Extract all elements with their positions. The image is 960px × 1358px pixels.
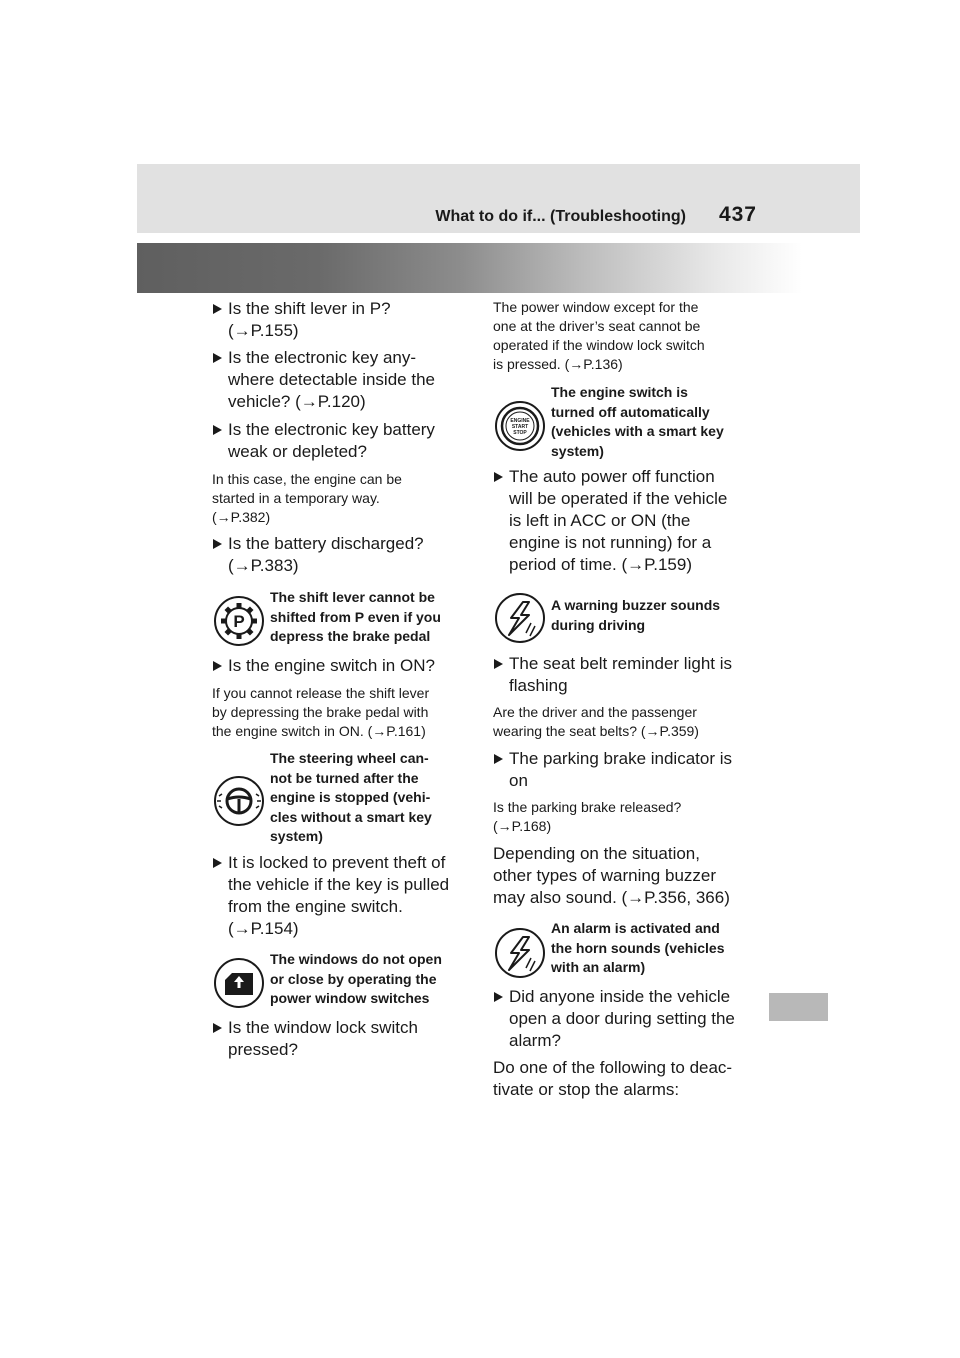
text-line: (→P.383) xyxy=(228,556,299,575)
text-line: cles without a smart key xyxy=(270,808,432,825)
text-line: Is the window lock switch xyxy=(228,1018,418,1037)
shift-letter: P xyxy=(233,612,245,631)
text-line: system) xyxy=(270,828,323,844)
question-shift-lever xyxy=(212,298,490,342)
alarm-icon xyxy=(495,928,545,978)
text-line: by depressing the brake pedal with xyxy=(212,704,429,720)
note-seat-belt xyxy=(493,703,755,741)
text-line: (vehicles with a smart key xyxy=(551,423,724,439)
text-line: Is the electronic key battery xyxy=(228,420,435,439)
text-line: Depending on the situation, xyxy=(493,844,700,863)
steering-lock-icon xyxy=(214,776,264,826)
text-line: with an alarm) xyxy=(551,959,646,975)
symptom-shift-lever xyxy=(270,588,470,647)
text-line: flashing xyxy=(509,676,568,695)
symptom-alarm xyxy=(551,919,756,978)
text-line: on xyxy=(509,771,528,790)
text-line: alarm? xyxy=(509,1031,561,1050)
text-line: depress the brake pedal xyxy=(270,628,431,644)
answer-auto-power-off xyxy=(493,466,771,576)
start-label: START xyxy=(511,424,529,430)
question-key-battery xyxy=(212,419,490,463)
symptom-windows xyxy=(270,950,470,1009)
shift-lock-gear-icon xyxy=(214,596,264,646)
text-line: The shift lever cannot be xyxy=(270,589,435,605)
text-line: may also sound. (→P.356, 366) xyxy=(493,888,730,907)
text-line: (→P.382) xyxy=(212,509,271,525)
text-line: is pressed. (→P.136) xyxy=(493,356,623,372)
note-parking-brake xyxy=(493,798,755,836)
text-line: The windows do not open xyxy=(270,951,442,967)
answer-theft-lock xyxy=(212,852,490,940)
question-engine-switch-on xyxy=(212,655,490,677)
text-line: If you cannot release the shift lever xyxy=(212,685,430,701)
text-line: open a door during setting the xyxy=(509,1009,735,1028)
note-power-window xyxy=(493,298,755,374)
text-line: turned off automatically xyxy=(551,403,710,420)
text-line: The steering wheel can- xyxy=(270,750,429,766)
text-line: The power window except for the xyxy=(493,299,699,315)
text-line: (→P.155) xyxy=(228,321,299,340)
text-line: The parking brake indicator is xyxy=(509,749,733,768)
text-line: pressed? xyxy=(228,1040,298,1059)
symptom-engine-off xyxy=(551,383,756,461)
text-line: during driving xyxy=(551,616,646,633)
text-line: weak or depleted? xyxy=(228,442,367,461)
text-line: The engine switch is xyxy=(551,384,688,400)
question-battery-discharged xyxy=(212,533,490,577)
text-line: will be operated if the vehicle xyxy=(509,489,728,508)
text-line: tivate or stop the alarms: xyxy=(493,1080,680,1099)
text-line: wearing the seat belts? (→P.359) xyxy=(493,723,699,739)
question-key-detectable xyxy=(212,347,490,413)
text-line: the horn sounds (vehicles xyxy=(551,939,725,956)
text-line: Is the engine switch in ON? xyxy=(228,656,435,675)
text-line: one at the driver’s seat cannot be xyxy=(493,318,701,334)
text-line: (→P.154) xyxy=(228,919,299,938)
text-line: A warning buzzer sounds xyxy=(551,597,721,613)
text-line: Is the electronic key any- xyxy=(228,348,417,367)
text-line: from the engine switch. xyxy=(228,897,403,916)
header-title: What to do if... (Troubleshooting) xyxy=(435,208,686,225)
text-line: The auto power off function xyxy=(509,467,715,486)
text-line: engine is not running) for a xyxy=(509,533,712,552)
question-door-opened xyxy=(493,986,771,1052)
paragraph-deactivate xyxy=(493,1057,755,1101)
text-line: or close by operating the xyxy=(270,970,437,987)
text-line: period of time. (→P.159) xyxy=(509,555,692,574)
text-line: (→P.168) xyxy=(493,818,552,834)
text-line: engine is stopped (vehi- xyxy=(270,789,431,805)
cause-parking-brake xyxy=(493,748,771,792)
text-line: started in a temporary way. xyxy=(212,490,380,506)
section-band xyxy=(137,243,860,293)
text-line: where detectable inside the xyxy=(228,370,435,389)
warning-buzzer-icon xyxy=(495,593,545,643)
text-line: Did anyone inside the vehicle xyxy=(509,987,731,1006)
chapter-tab xyxy=(769,993,828,1021)
paragraph-depending xyxy=(493,843,755,909)
page-header xyxy=(137,164,860,233)
text-line: is left in ACC or ON (the xyxy=(509,511,691,530)
engine-label: ENGINE xyxy=(510,418,530,424)
text-line: In this case, the engine can be xyxy=(212,471,402,487)
text-line: Are the driver and the passenger xyxy=(493,704,697,720)
question-window-lock xyxy=(212,1017,490,1061)
power-window-icon xyxy=(214,958,264,1008)
page-number: 437 xyxy=(718,203,757,226)
text-line: other types of warning buzzer xyxy=(493,866,717,885)
text-line: The seat belt reminder light is xyxy=(509,654,732,673)
stop-label: STOP xyxy=(513,430,527,436)
text-line: system) xyxy=(551,442,604,459)
note-temporary-start xyxy=(212,470,474,527)
text-line: Is the battery discharged? xyxy=(228,534,424,553)
text-line: Is the shift lever in P? xyxy=(228,299,391,318)
text-line: It is locked to prevent theft of xyxy=(228,853,446,872)
cause-seat-belt xyxy=(493,653,771,697)
text-line: operated if the window lock switch xyxy=(493,337,705,353)
text-line: power window switches xyxy=(270,990,430,1006)
symptom-buzzer-driving xyxy=(551,596,756,635)
text-line: the vehicle if the key is pulled xyxy=(228,875,450,894)
text-line: not be turned after the xyxy=(270,769,419,786)
text-line: Is the parking brake released? xyxy=(493,799,682,815)
text-line: Do one of the following to deac- xyxy=(493,1058,733,1077)
symptom-steering-locked xyxy=(270,749,470,847)
text-line: shifted from P even if you xyxy=(270,608,441,625)
text-line: An alarm is activated and xyxy=(551,920,720,936)
note-shift-release xyxy=(212,684,474,741)
text-line: the engine switch in ON. (→P.161) xyxy=(212,723,426,739)
text-line: vehicle? (→P.120) xyxy=(228,392,366,411)
engine-start-stop-icon xyxy=(495,401,545,451)
